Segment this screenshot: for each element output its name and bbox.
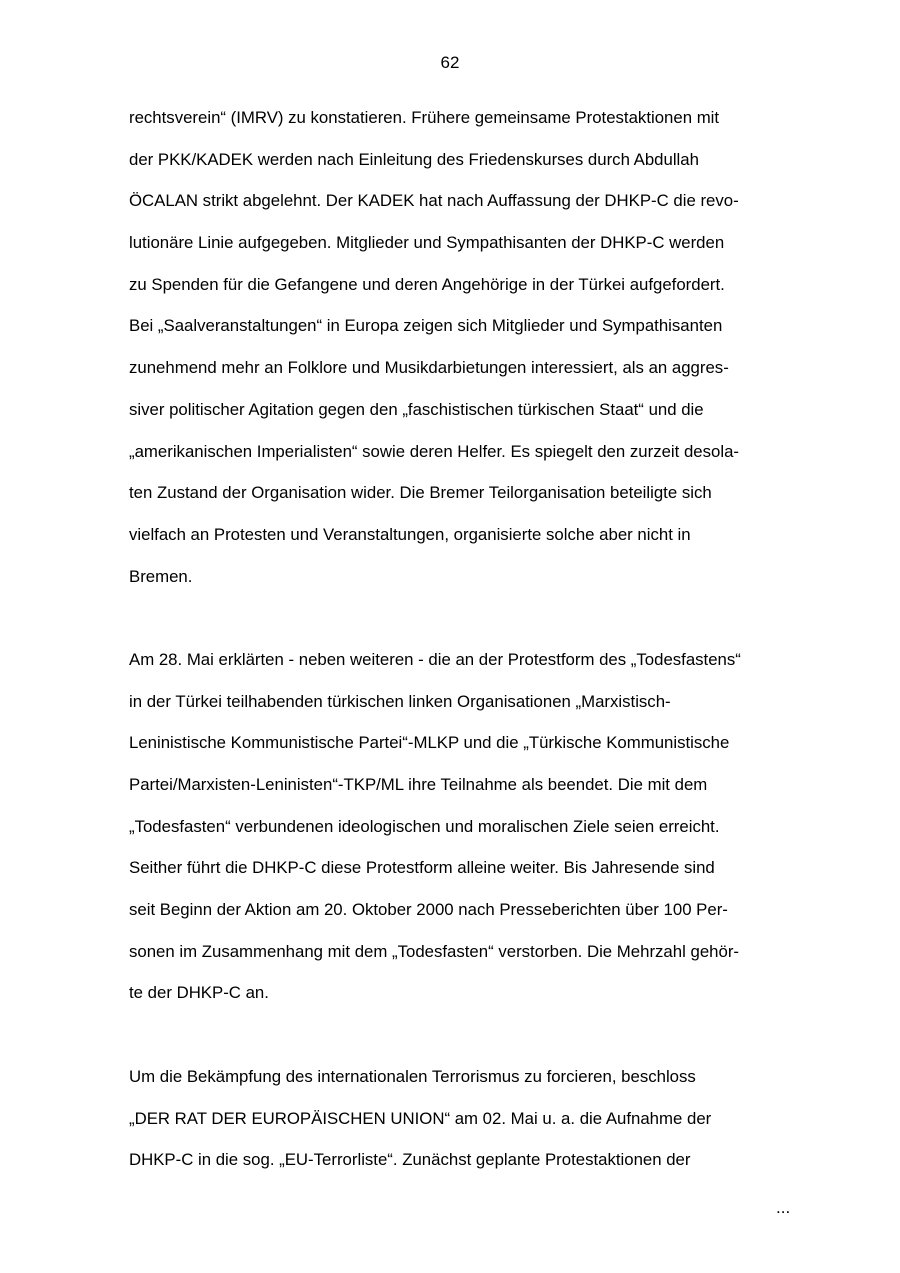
text-line: der PKK/KADEK werden nach Einleitung des Friedenskurses durch Abdullah	[129, 149, 699, 169]
text-line: Am 28. Mai erklärten - neben weiteren - die an der Protestform des „Todesfastens“	[129, 649, 741, 669]
text-line: „Todesfasten“ verbundenen ideologischen und moralischen Ziele seien erreicht.	[129, 816, 720, 836]
text-line: siver politischer Agitation gegen den „faschistischen türkischen Staat“ und die	[129, 399, 704, 419]
text-line: zunehmend mehr an Folklore und Musikdarbietungen interessiert, als an aggres-	[129, 358, 729, 378]
text-line: ten Zustand der Organisation wider. Die Bremer Teilorganisation beteiligte sich	[129, 483, 712, 503]
text-line: lutionäre Linie aufgegeben. Mitglieder und Sympathisanten der DHKP-C werden	[129, 233, 725, 253]
text-line: Bei „Saalveranstaltungen“ in Europa zeigen sich Mitglieder und Sympathisanten	[129, 316, 723, 336]
continuation-mark: ...	[776, 1198, 791, 1217]
text-line: zu Spenden für die Gefangene und deren Angehörige in der Türkei aufgefordert.	[129, 274, 725, 294]
text-line: Bremen.	[129, 566, 193, 586]
text-line: sonen im Zusammenhang mit dem „Todesfasten“ verstorben. Die Mehrzahl gehör-	[129, 941, 739, 961]
text-line: DHKP-C in die sog. „EU-Terrorliste“. Zunächst geplante Protestaktionen der	[129, 1150, 691, 1170]
text-line: Leninistische Kommunistische Partei“-MLKP und die „Türkische Kommunistische	[129, 733, 730, 753]
text-line: seit Beginn der Aktion am 20. Oktober 2000 nach Presseberichten über 100 Per-	[129, 900, 728, 920]
text-line: „DER RAT DER EUROPÄISCHEN UNION“ am 02. Mai u. a. die Aufnahme der	[129, 1108, 712, 1128]
document-body	[129, 97, 809, 1223]
text-line: rechtsverein“ (IMRV) zu konstatieren. Frühere gemeinsame Protestaktionen mit	[129, 108, 720, 127]
text-line: Seither führt die DHKP-C diese Protestform alleine weiter. Bis Jahresende sind	[129, 858, 715, 878]
text-line: in der Türkei teilhabenden türkischen linken Organisationen „Marxistisch-	[129, 691, 671, 711]
paragraph	[129, 639, 809, 1014]
text-line: te der DHKP-C an.	[129, 983, 269, 1003]
text-line: Um die Bekämpfung des internationalen Terrorismus zu forcieren, beschloss	[129, 1066, 696, 1086]
page-number: 62	[440, 53, 460, 72]
text-line: „amerikanischen Imperialisten“ sowie deren Helfer. Es spiegelt den zurzeit desola-	[129, 441, 740, 461]
text-line: ÖCALAN strikt abgelehnt. Der KADEK hat nach Auffassung der DHKP-C die revo-	[129, 191, 739, 211]
paragraph	[129, 97, 809, 597]
text-line: Partei/Marxisten-Leninisten“-TKP/ML ihre Teilnahme als beendet. Die mit dem	[129, 775, 708, 794]
paragraph	[129, 1056, 809, 1181]
text-line: vielfach an Protesten und Veranstaltungen, organisierte solche aber nicht in	[129, 524, 691, 544]
